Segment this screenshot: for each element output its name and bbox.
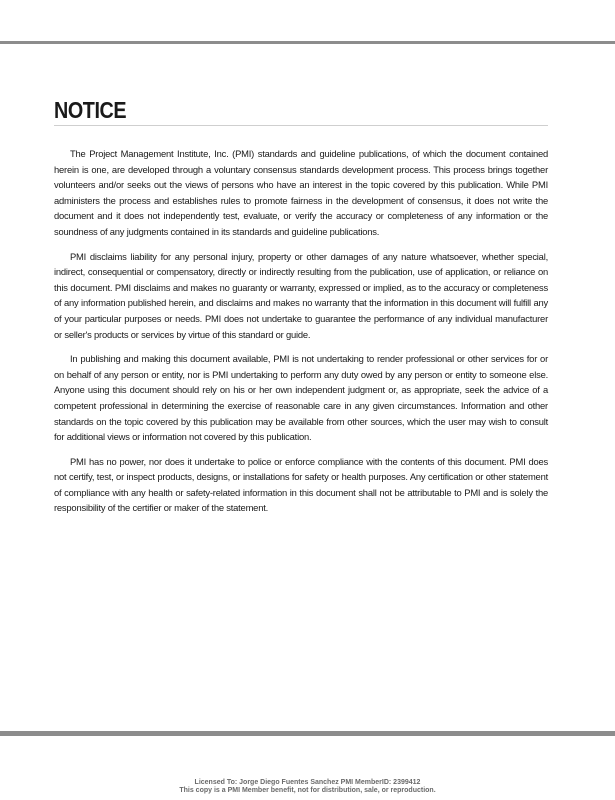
license-footer [0, 779, 615, 795]
paragraph-standards-process: The Project Management Institute, Inc. (PMI) standards and guideline publications, of which the document contained herein is one, are developed through a voluntary consensus standards development process. This process brings together volunteers and/or seeks out the views of persons who have an interest in the topic covered by this publication. While PMI administers the process and establishes rules to promote fairness in the development of consensus, it does not write the document and it does not independently test, evaluate, or verify the accuracy or completeness of any information or the soundness of any judgments contained in its standards and guideline publications. [54, 148, 548, 237]
page-title: NOTICE [54, 97, 127, 123]
copy-notice-line: This copy is a PMI Member benefit, not for distribution, sale, or reproduction. [179, 787, 436, 794]
paragraph-compliance: PMI has no power, nor does it undertake to police or enforce compliance with the contents of this document. PMI does not certify, test, or inspect products, designs, or installations for safety or health purposes. Any certification or other statement of compliance with any health or safety-related information in this document shall not be attributable to PMI and is solely the responsibility of the certifier or maker of the statement. [54, 455, 548, 514]
paragraph-professional-services: In publishing and making this document available, PMI is not undertaking to render professional or other services for or on behalf of any person or entity, nor is PMI undertaking to perform any duty owed by any person or entity to someone else. Anyone using this document should rely on his or her own independent judgment or, as appropriate, seek the advice of a competent professional in determining the exercise of reasonable care in any given circumstances. Information and other standards on the topic covered by this publication may be available from other sources, which the user may wish to consult for additional views or information not covered by this publication. [54, 353, 548, 443]
notice-body [54, 146, 548, 525]
title-underline [54, 125, 548, 126]
license-line: Licensed To: Jorge Diego Fuentes Sanchez PMI MemberID: 2399412 [194, 779, 421, 786]
top-divider [0, 41, 615, 44]
bottom-divider [0, 731, 615, 736]
paragraph-liability-disclaimer: PMI disclaims liability for any personal injury, property or other damages of any nature whatsoever, whether special, indirect, consequential or compensatory, directly or indirectly resulting from the publication, use of application, or reliance on this document. PMI disclaims and makes no guaranty or warranty, expressed or implied, as to the accuracy or completeness of any information published herein, and disclaims and makes no warranty that the information in this document will fulfill any of your particular purposes or needs. PMI does not undertake to guarantee the performance of any individual manufacturer or seller's products or services by virtue of this standard or guide. [54, 250, 548, 340]
